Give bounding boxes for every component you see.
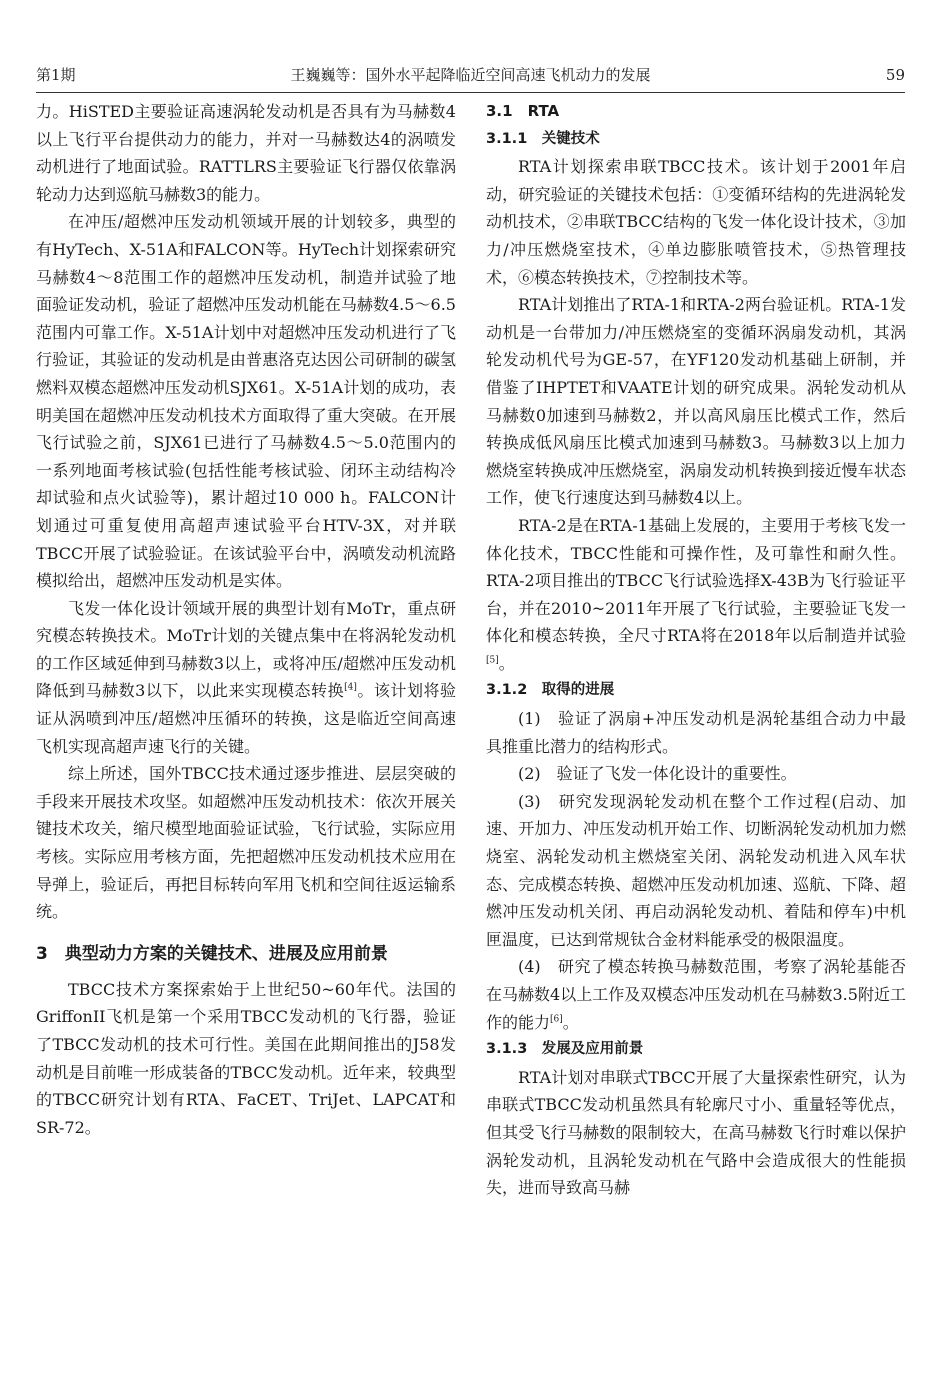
progress-item-4-text-a: (4) 研究了模态转换马赫数范围，考察了涡轮基能否在马赫数4以上工作及双模态冲压发动机在马赫数3.5附近工作的能力 <box>486 957 906 1032</box>
progress-item-3: (3) 研究发现涡轮发动机在整个工作过程(启动、加速、开加力、冲压发动机开始工作、切断涡轮发动机加力燃烧室、涡轮发动机主燃烧室关闭、涡轮发动机进入风车状态、完成模态转换、超燃冲压发动机加速、巡航、下降、超燃冲压发动机关闭、再启动涡轮发动机、着陆和停车)中机匣温度，已达到常规钛合金材料能承受的极限温度。 <box>486 791 906 949</box>
right-column <box>486 98 906 1202</box>
paragraph-rta-2-text-a: RTA-2是在RTA-1基础上发展的，主要用于考核飞发一体化技术，TBCC性能和可操作性，及可靠性和耐久性。RTA-2项目推出的TBCC飞行试验选择X-43B为飞行验证平台，并在2010~2011年开展了飞行试验，主要验证飞发一体化和模态转换，全尺寸RTA将在2018年以后制造并试验 <box>486 515 906 646</box>
paragraph-motr-text-b: 。该计划将验证从涡喷到冲压/超燃冲压循环的转换，这是临近空间高速飞机实现高超声速飞行的关键。 <box>36 681 456 756</box>
citation-4: [4] <box>344 683 357 694</box>
paragraph-rta-key-tech: RTA计划探索串联TBCC技术。该计划于2001年启动，研究验证的关键技术包括：①变循环结构的先进涡轮发动机技术，②串联TBCC结构的飞发一体化设计技术，③加力/冲压燃烧室技术，④单边膨胀喷管技术，⑤热管理技术，⑥模态转换技术，⑦控制技术等。 <box>486 157 906 287</box>
paragraph-rta-2-text-b: 。 <box>498 653 515 673</box>
paragraph-scramjet-programs: 在冲压/超燃冲压发动机领域开展的计划较多，典型的有HyTech、X-51A和FALCON等。HyTech计划探索研究马赫数4～8范围工作的超燃冲压发动机，制造并试验了地面验证发动机，验证了超燃冲压发动机能在马赫数4.5～6.5范围内可靠工作。X-51A计划中对超燃冲压发动机进行了飞行验证，其验证的发动机是由普惠洛克达因公司研制的碳氢燃料双模态超燃冲压发动机SJX61。X-51A计划的成功，表明美国在超燃冲压发动机技术方面取得了重大突破。在开展飞行试验之前，SJX61已进行了马赫数4.5～5.0范围内的一系列地面考核试验(包括性能考核试验、闭环主动结构冷却试验和点火试验等)，累计超过10 000 h。FALCON计划通过可重复使用高超声速试验平台HTV-3X，对并联TBCC开展了试验验证。在该试验平台中，涡喷发动机流路模拟给出，超燃冲压发动机是实体。 <box>36 212 456 591</box>
section-3-1-1-heading: 3.1.1 关键技术 <box>486 130 600 147</box>
citation-5: [5] <box>486 655 499 666</box>
paragraph-rta-2 <box>486 512 906 678</box>
section-3-1-3-heading: 3.1.3 发展及应用前景 <box>486 1041 644 1058</box>
paragraph-tbcc-history: TBCC技术方案探索始于上世纪50~60年代。法国的GriffonII飞机是第一个采用TBCC发动机的飞行器，验证了TBCC发动机的技术可行性。美国在此期间推出的J58发动机是目前唯一形成装备的TBCC发动机。近年来，较典型的TBCC研究计划有RTA、FaCET、TriJet、LAPCAT和SR-72。 <box>36 979 456 1137</box>
running-header <box>36 62 905 88</box>
section-3-1-heading: 3.1 RTA <box>486 102 560 120</box>
progress-item-4-text-b: 。 <box>562 1012 579 1032</box>
header-divider <box>36 92 905 93</box>
section-3-1-2-heading: 3.1.2 取得的进展 <box>486 682 615 699</box>
left-column <box>36 98 456 1141</box>
paragraph-histed: 力。HiSTED主要验证高速涡轮发动机是否具有为马赫数4以上飞行平台提供动力的能力，并对一马赫数达4的涡喷发动机进行了地面试验。RATTLRS主要验证飞行器仅依靠涡轮动力达到巡航马赫数3的能力。 <box>36 102 456 204</box>
paragraph-summary: 综上所述，国外TBCC技术通过逐步推进、层层突破的手段来开展技术攻坚。如超燃冲压发动机技术：依次开展关键技术攻关，缩尺模型地面验证试验，飞行试验，实际应用考核。实际应用考核方面，先把超燃冲压发动机技术应用在导弹上，验证后，再把目标转向军用飞机和空间往返运输系统。 <box>36 764 456 922</box>
paragraph-rta-prospects: RTA计划对串联式TBCC开展了大量探索性研究，认为串联式TBCC发动机虽然具有轮廓尺寸小、重量轻等优点，但其受飞行马赫数的限制较大，在高马赫数飞行时难以保护涡轮发动机，且涡轮发动机在气路中会造成很大的性能损失，进而导致高马赫 <box>486 1067 906 1198</box>
running-title: 王巍巍等：国外水平起降临近空间高速飞机动力的发展 <box>290 66 651 84</box>
paragraph-rta-demonstrators: RTA计划推出了RTA-1和RTA-2两台验证机。RTA-1发动机是一台带加力/冲压燃烧室的变循环涡扇发动机，其涡轮发动机代号为GE-57，在YF120发动机基础上研制，并借鉴了IHPTET和VAATE计划的研究成果。涡轮发动机从马赫数0加速到马赫数2，并以高风扇压比模式工作，然后转换成低风扇压比模式加速到马赫数3。马赫数3以上加力燃烧室转换成冲压燃烧室，涡扇发动机转换到接近慢车状态工作，使飞行速度达到马赫数4以上。 <box>486 295 906 508</box>
issue-label: 第1期 <box>36 66 76 84</box>
paragraph-motr-text-a: 飞发一体化设计领域开展的典型计划有MoTr，重点研究模态转换技术。MoTr计划的关键点集中在将涡轮发动机的工作区域延伸到马赫数3以上，或将冲压/超燃冲压发动机降低到马赫数3以下，以此来实现模态转换 <box>36 598 456 701</box>
section-3-heading: 3 典型动力方案的关键技术、进展及应用前景 <box>36 943 388 964</box>
progress-item-4 <box>486 953 906 1036</box>
progress-item-2: (2) 验证了飞发一体化设计的重要性。 <box>518 764 797 784</box>
page-number: 59 <box>885 66 905 84</box>
citation-6: [6] <box>550 1014 563 1025</box>
paragraph-motr <box>36 595 456 761</box>
progress-item-1: (1) 验证了涡扇+冲压发动机是涡轮基组合动力中最具推重比潜力的结构形式。 <box>486 709 906 756</box>
